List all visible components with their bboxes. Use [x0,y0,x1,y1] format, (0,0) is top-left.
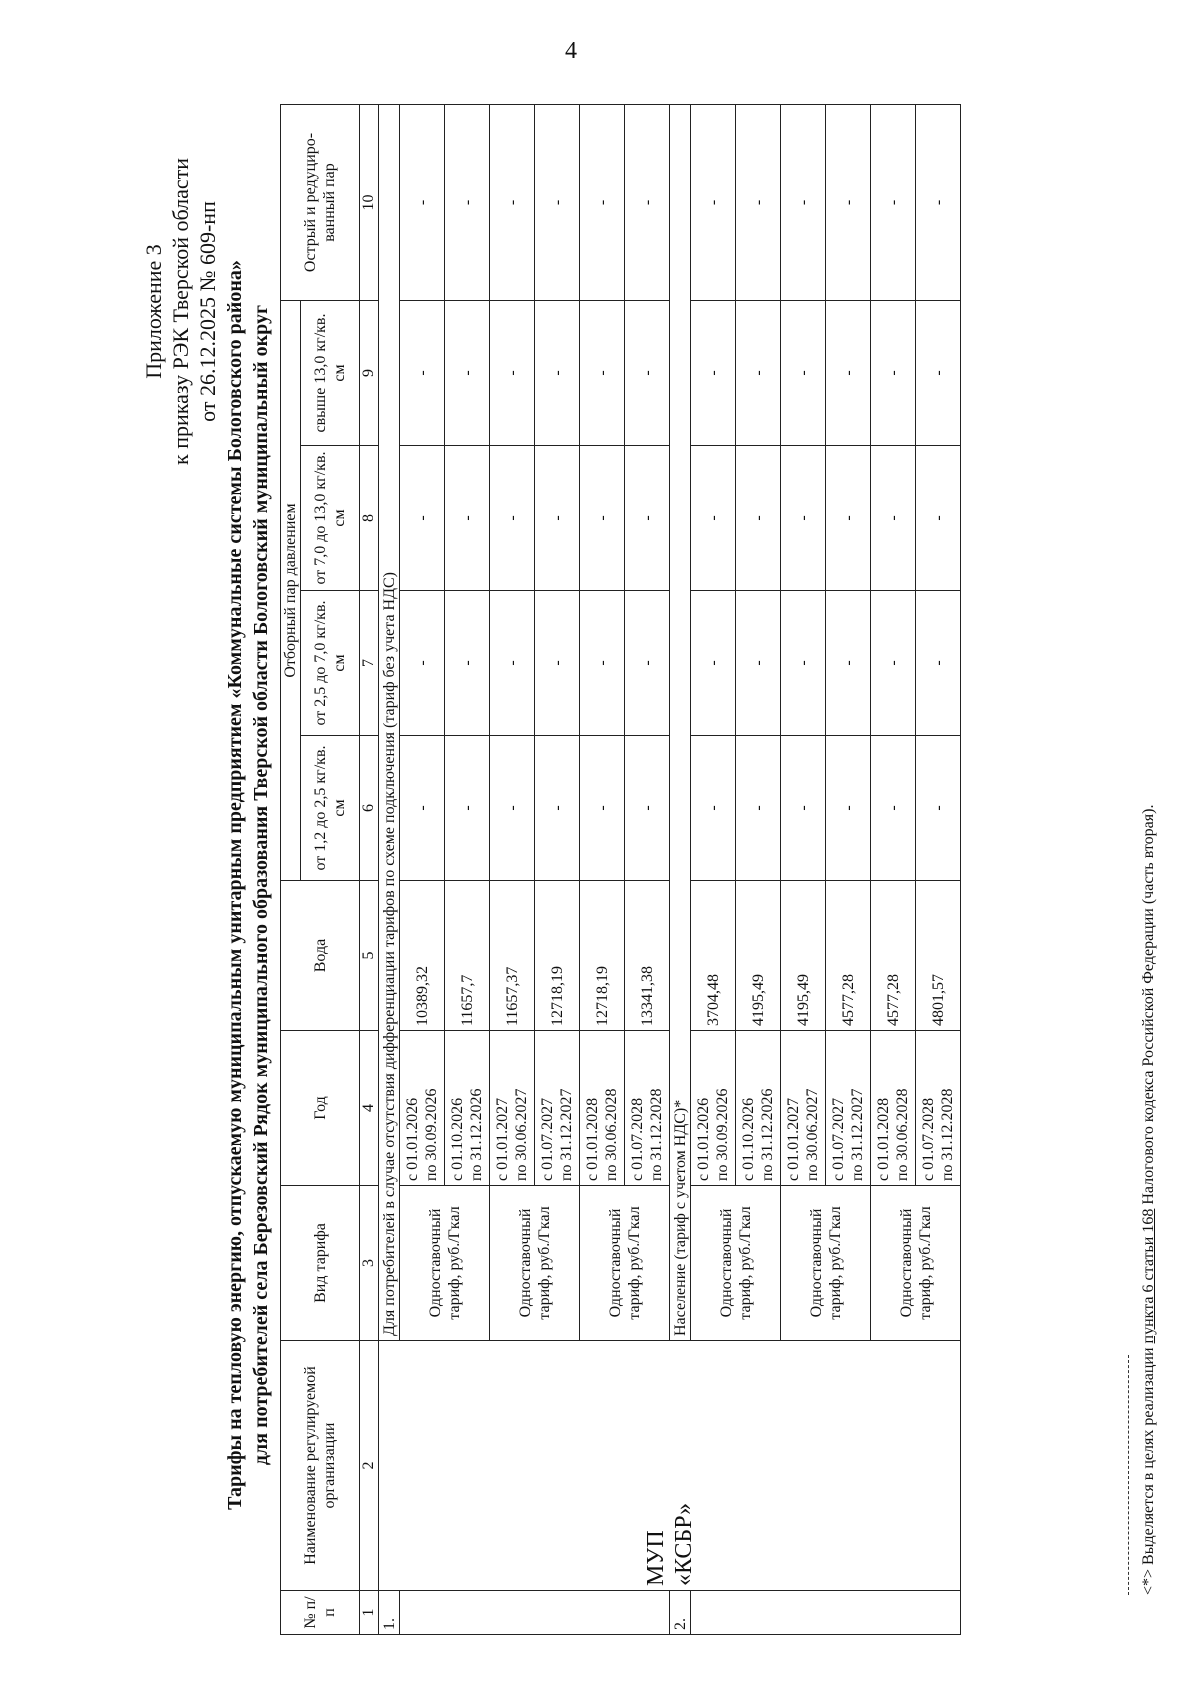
tariff-type-line-1: Одноставочный [606,1208,624,1318]
pressure-1-value: - [535,736,580,881]
period-from: с 01.01.2026 [404,1097,421,1181]
column-number: 3 [360,1186,379,1341]
pressure-2-value: - [445,591,490,736]
header-water: Вода [281,881,360,1031]
column-number: 8 [360,446,379,591]
appendix-line-2: к приказу РЭК Тверской области [168,157,193,465]
pressure-3-value: - [871,446,916,591]
pressure-4-value: - [781,301,826,446]
pressure-4-value: - [580,301,625,446]
pressure-3-value: - [625,446,670,591]
column-number-row [360,105,379,1635]
pressure-1-value: - [781,736,826,881]
period-from: с 01.10.2026 [740,1097,757,1181]
appendix-line-3: от 26.12.2025 № 609-нп [195,201,220,422]
period-to: по 31.12.2027 [849,1088,866,1181]
water-tariff-value: 3704,48 [691,881,736,1031]
pressure-2-value: - [580,591,625,736]
period-to: по 30.09.2026 [714,1088,731,1181]
pressure-3-value: - [400,446,445,591]
period-cell [691,1031,736,1186]
sharp-steam-value: - [625,105,670,301]
pressure-2-value: - [826,591,871,736]
tariff-type-cell [490,1186,580,1341]
header-pressure-3: от 7,0 до 13,0 кг/кв. см [301,446,360,591]
column-number: 7 [360,591,379,736]
period-cell [580,1031,625,1186]
header-steam-group: Отборный пар давлением [281,301,301,881]
pressure-1-value: - [580,736,625,881]
period-cell [490,1031,535,1186]
pressure-1-value: - [445,736,490,881]
period-to: по 30.06.2027 [513,1088,530,1181]
period-to: по 30.06.2028 [603,1088,620,1181]
water-tariff-value: 11657,7 [445,881,490,1031]
appendix-line-1: Приложение 3 [141,244,166,379]
tariff-type-line-1: Одноставочный [426,1208,444,1318]
pressure-3-value: - [736,446,781,591]
period-to: по 30.06.2028 [894,1088,911,1181]
footnote-text-before: <*> Выделяется в целях реализации [1140,1343,1157,1595]
rotated-page-content [140,15,1200,1655]
footnote-rule [1128,1355,1129,1595]
pressure-4-value: - [871,301,916,446]
org-name-line-2: «КСБР» [670,1502,697,1586]
water-tariff-value: 11657,37 [490,881,535,1031]
period-to: по 30.06.2027 [804,1088,821,1181]
pressure-1-value: - [826,736,871,881]
pressure-2-value: - [400,591,445,736]
header-tariff-type: Вид тарифа [281,1186,360,1341]
header-pressure-2: от 2,5 до 7,0 кг/кв. см [301,591,360,736]
tariff-type-cell [781,1186,871,1341]
sharp-steam-value: - [826,105,871,301]
water-tariff-value: 12718,19 [580,881,625,1031]
pressure-3-value: - [781,446,826,591]
period-cell [871,1031,916,1186]
tariff-type-line-2: тариф, руб./Гкал [535,1206,553,1320]
water-tariff-value: 10389,32 [400,881,445,1031]
pressure-2-value: - [535,591,580,736]
column-number: 1 [360,1591,379,1635]
pressure-3-value: - [580,446,625,591]
period-to: по 31.12.2026 [759,1088,776,1181]
footnote-link: пункта 6 статьи 168 [1140,1208,1157,1344]
pressure-1-value: - [625,736,670,881]
pressure-3-value: - [445,446,490,591]
column-number: 5 [360,881,379,1031]
tariff-type-line-1: Одноставочный [897,1208,915,1318]
pressure-4-value: - [916,301,961,446]
period-cell [736,1031,781,1186]
sharp-steam-value: - [535,105,580,301]
pressure-3-value: - [490,446,535,591]
pressure-3-value: - [535,446,580,591]
tariff-type-line-2: тариф, руб./Гкал [445,1206,463,1320]
pressure-4-value: - [490,301,535,446]
pressure-1-value: - [400,736,445,881]
pressure-4-value: - [535,301,580,446]
pressure-4-value: - [736,301,781,446]
header-pressure-1: от 1,2 до 2,5 кг/кв. см [301,736,360,881]
pressure-3-value: - [916,446,961,591]
period-to: по 31.12.2028 [939,1088,956,1181]
column-number: 10 [360,105,379,301]
period-to: по 31.12.2028 [648,1088,665,1181]
pressure-3-value: - [691,446,736,591]
footnote [1140,805,1158,1595]
tariff-type-line-2: тариф, руб./Гкал [736,1206,754,1320]
period-from: с 01.07.2027 [539,1097,556,1181]
pressure-1-value: - [736,736,781,881]
sharp-steam-value: - [691,105,736,301]
sharp-steam-value: - [400,105,445,301]
pressure-2-value: - [781,591,826,736]
column-number: 6 [360,736,379,881]
period-from: с 01.10.2026 [449,1097,466,1181]
period-from: с 01.07.2027 [830,1097,847,1181]
period-from: с 01.01.2027 [494,1097,511,1181]
sharp-steam-value: - [871,105,916,301]
tariff-type-line-1: Одноставочный [717,1208,735,1318]
header-pressure-4: свыше 13,0 кг/кв. см [301,301,360,446]
water-tariff-value: 13341,38 [625,881,670,1031]
water-tariff-value: 4801,57 [916,881,961,1031]
section-title: Для потребителей в случае отсутствия дифференциации тарифов по схеме подключения (тариф без учета НДС) [379,105,400,1341]
tariff-type-line-1: Одноставочный [516,1208,534,1318]
sharp-steam-value: - [580,105,625,301]
water-tariff-value: 4577,28 [871,881,916,1031]
period-from: с 01.07.2028 [920,1097,937,1181]
water-tariff-value: 12718,19 [535,881,580,1031]
period-cell [826,1031,871,1186]
tariff-type-line-1: Одноставочный [807,1208,825,1318]
title-line-1: Тарифы на тепловую энергию, отпускаемую муниципальным унитарным предприятием «Коммунальные системы Бологовского района» [224,260,246,1510]
org-name-cell [379,1341,961,1591]
pressure-2-value: - [736,591,781,736]
footnote-text-after: Налогового кодекса Российской Федерации (часть вторая). [1140,804,1157,1209]
period-cell [625,1031,670,1186]
period-to: по 31.12.2026 [468,1088,485,1181]
pressure-4-value: - [400,301,445,446]
title-line-2: для потребителей села Березовский Рядок муниципального образования Тверской области Бологовский муниципальный округ [250,304,272,1466]
tariff-type-cell [871,1186,961,1341]
period-to: по 31.12.2027 [558,1088,575,1181]
tariff-table [280,104,961,1635]
appendix-header [140,158,221,465]
pressure-2-value: - [916,591,961,736]
header-org: Наименование регулируемой организации [281,1341,360,1591]
pressure-2-value: - [691,591,736,736]
period-to: по 30.09.2026 [423,1088,440,1181]
pressure-4-value: - [691,301,736,446]
header-year: Год [281,1031,360,1186]
period-from: с 01.01.2026 [695,1097,712,1181]
pressure-1-value: - [490,736,535,881]
column-number: 9 [360,301,379,446]
water-tariff-value: 4195,49 [781,881,826,1031]
pressure-1-value: - [691,736,736,881]
pressure-1-value: - [916,736,961,881]
period-from: с 01.01.2028 [875,1097,892,1181]
org-name-line-1: МУП [642,1530,669,1586]
section-row [379,105,400,1635]
sharp-steam-value: - [445,105,490,301]
document-title [222,155,274,1615]
pressure-2-value: - [871,591,916,736]
period-from: с 01.01.2028 [584,1097,601,1181]
pressure-2-value: - [490,591,535,736]
tariff-type-cell [400,1186,490,1341]
tariff-type-cell [691,1186,781,1341]
period-cell [400,1031,445,1186]
pressure-4-value: - [445,301,490,446]
column-number: 4 [360,1031,379,1186]
sharp-steam-value: - [736,105,781,301]
section-number-spacer [400,1591,670,1635]
pressure-1-value: - [871,736,916,881]
period-cell [781,1031,826,1186]
period-cell [916,1031,961,1186]
section-number-spacer [691,1591,961,1635]
page-number: 4 [565,38,577,64]
pressure-4-value: - [826,301,871,446]
tariff-type-cell [580,1186,670,1341]
header-sharp-steam: Острый и редуциро-ванный пар [281,105,360,301]
tariff-type-line-2: тариф, руб./Гкал [916,1206,934,1320]
sharp-steam-value: - [490,105,535,301]
tariff-type-line-2: тариф, руб./Гкал [826,1206,844,1320]
pressure-2-value: - [625,591,670,736]
period-from: с 01.07.2028 [629,1097,646,1181]
section-title: Население (тариф с учетом НДС)* [670,105,691,1341]
period-cell [535,1031,580,1186]
water-tariff-value: 4195,49 [736,881,781,1031]
water-tariff-value: 4577,28 [826,881,871,1031]
header-no: № п/п [281,1591,360,1635]
section-number: 2. [670,1591,691,1635]
sharp-steam-value: - [781,105,826,301]
tariff-type-line-2: тариф, руб./Гкал [625,1206,643,1320]
period-from: с 01.01.2027 [785,1097,802,1181]
sharp-steam-value: - [916,105,961,301]
column-number: 2 [360,1341,379,1591]
section-number: 1. [379,1591,400,1635]
pressure-3-value: - [826,446,871,591]
header-row [281,105,301,1635]
pressure-4-value: - [625,301,670,446]
period-cell [445,1031,490,1186]
